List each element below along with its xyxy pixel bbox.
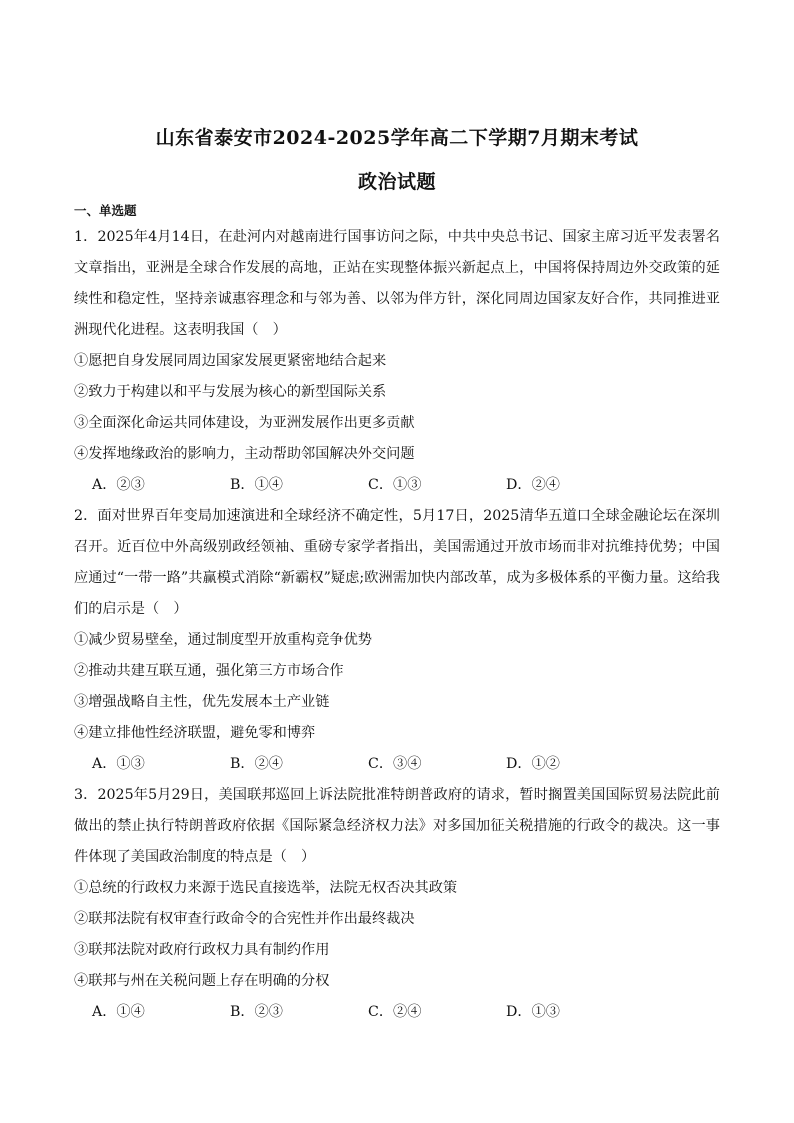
statement-option: ②推动共建互联互通，强化第三方市场合作 bbox=[74, 663, 344, 679]
statement-option: ①减少贸易壁垒，通过制度型开放重构竞争优势 bbox=[74, 632, 372, 648]
choice-b: B．②④ bbox=[230, 756, 283, 772]
choice-c: C．①③ bbox=[368, 477, 422, 493]
choice-c: C．③④ bbox=[368, 756, 422, 772]
choice-d: D．①③ bbox=[506, 1004, 560, 1020]
choice-a: A．①③ bbox=[92, 756, 145, 772]
question-3 bbox=[74, 780, 720, 1028]
statement-option: ②致力于构建以和平与发展为核心的新型国际关系 bbox=[74, 384, 387, 400]
choice-a: A．②③ bbox=[92, 477, 145, 493]
answer-choices bbox=[74, 749, 720, 780]
answer-choices bbox=[74, 470, 720, 501]
question-stem: 3．2025年5月29日，美国联邦巡回上诉法院批准特朗普政府的请求，暂时搁置美国国际贸易法院此前做出的禁止执行特朗普政府依据《国际紧急经济权力法》对多国加征关税措施的行政令的裁决。这一事件体现了美国政治制度的特点是（ ） bbox=[74, 787, 720, 865]
question-1 bbox=[74, 222, 720, 501]
exam-subject: 政治试题 bbox=[357, 171, 436, 193]
statement-option: ④联邦与州在关税问题上存在明确的分权 bbox=[74, 973, 330, 989]
choice-c: C．②④ bbox=[368, 1004, 422, 1020]
question-stem: 1．2025年4月14日，在赴河内对越南进行国事访问之际，中共中央总书记、国家主席习近平发表署名文章指出，亚洲是全球合作发展的高地，正站在实现整体振兴新起点上，中国将保持周边外交政策的延续性和稳定性，坚持亲诚惠容理念和与邻为善、以邻为伴方针，深化同周边国家友好合作，共同推进亚洲现代化进程。这表明我国（ ） bbox=[74, 229, 720, 338]
statement-option: ④建立排他性经济联盟，避免零和博弈 bbox=[74, 725, 316, 741]
section-heading: 一、单选题 bbox=[74, 203, 137, 218]
choice-a: A．①④ bbox=[92, 1004, 145, 1020]
statement-option: ④发挥地缘政治的影响力，主动帮助邻国解决外交问题 bbox=[74, 446, 415, 462]
exam-title: 山东省泰安市2024-2025学年高二下学期7月期末考试 bbox=[155, 127, 639, 149]
question-2 bbox=[74, 501, 720, 780]
choice-b: B．②③ bbox=[230, 1004, 283, 1020]
statement-option: ③联邦法院对政府行政权力具有制约作用 bbox=[74, 942, 330, 958]
answer-choices bbox=[74, 997, 720, 1028]
question-list bbox=[74, 222, 720, 1028]
choice-d: D．②④ bbox=[506, 477, 560, 493]
choice-b: B．①④ bbox=[230, 477, 283, 493]
statement-option: ①愿把自身发展同周边国家发展更紧密地结合起来 bbox=[74, 353, 387, 369]
statement-option: ③增强战略自主性，优先发展本土产业链 bbox=[74, 694, 330, 710]
statement-option: ①总统的行政权力来源于选民直接选举，法院无权否决其政策 bbox=[74, 880, 458, 896]
question-stem: 2．面对世界百年变局加速演进和全球经济不确定性，5月17日，2025清华五道口全球金融论坛在深圳召开。近百位中外高级别政经领袖、重磅专家学者指出，美国需通过开放市场而非对抗维持优势；中国应通过“一带一路”共赢模式消除“新霸权”疑虑;欧洲需加快内部改革，成为多极体系的平衡力量。这给我们的启示是（ ） bbox=[74, 508, 720, 617]
statement-option: ②联邦法院有权审查行政命令的合宪性并作出最终裁决 bbox=[74, 911, 415, 927]
choice-d: D．①② bbox=[506, 756, 560, 772]
statement-option: ③全面深化命运共同体建设，为亚洲发展作出更多贡献 bbox=[74, 415, 415, 431]
